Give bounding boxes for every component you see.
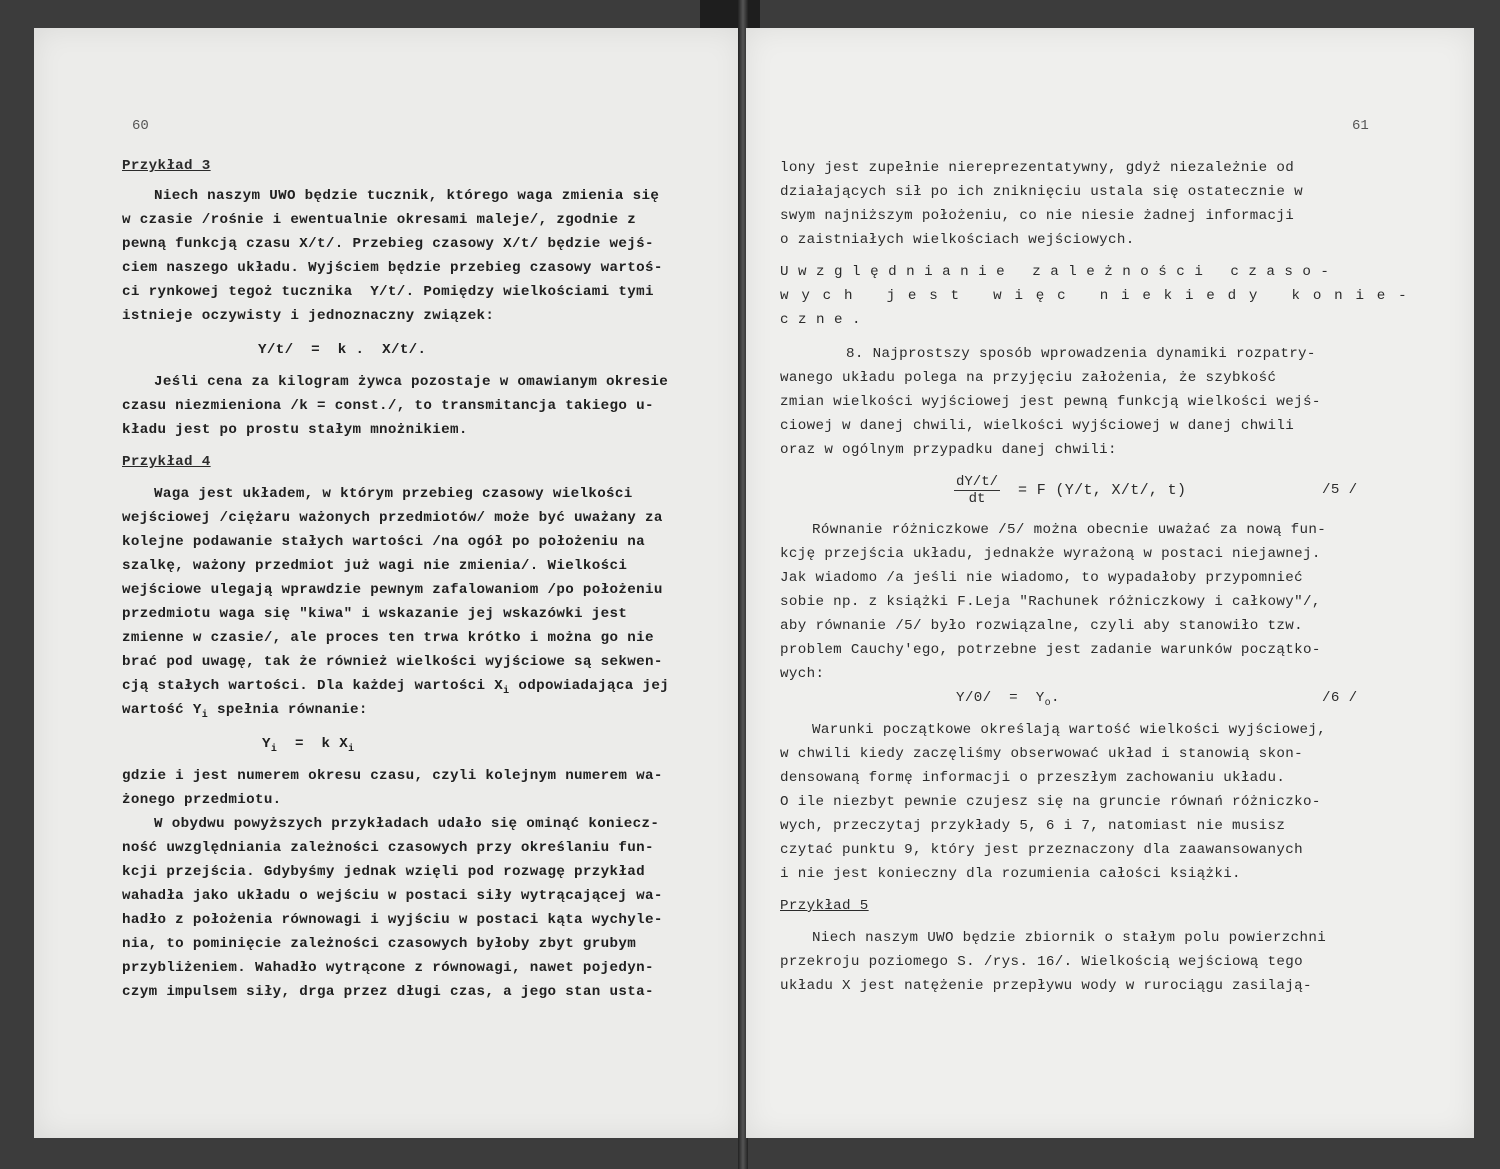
heading-example-4: Przykład 4 (122, 454, 211, 470)
paragraph-line: Niech naszym UWO będzie tucznik, którego waga zmienia się (154, 188, 660, 204)
paragraph-line: nia, to pominięcie zależności czasowych byłoby zbyt grubym (122, 936, 637, 952)
paragraph-line: kolejne podawanie stałych wartości /na ogół po położeniu na (122, 534, 645, 550)
paragraph-line: Równanie różniczkowe /5/ można obecnie uważać za nową fun- (812, 522, 1327, 538)
paragraph-line: czasu niezmieniona /k = const./, to transmitancja takiego u- (122, 398, 654, 414)
left-page (34, 28, 742, 1138)
paragraph-line: lony jest zupełnie niereprezentatywny, gdyż niezależnie od (780, 160, 1295, 176)
paragraph-line: przedmiotu waga się "kiwa" i wskazanie jej wskazówki jest (122, 606, 628, 622)
paragraph-line: Niech naszym UWO będzie zbiornik o stałym polu powierzchni (812, 930, 1327, 946)
paragraph-line: brać pod uwagę, tak że również wielkości wyjściowe są sekwen- (122, 654, 663, 670)
paragraph-line: oraz w ogólnym przypadku danej chwili: (780, 442, 1117, 458)
paragraph-line: wartość $Y_i$ spełnia równanie: (122, 702, 368, 721)
paragraph-line: sobie np. z książki F.Leja "Rachunek różniczkowy i całkowy"/, (780, 594, 1321, 610)
heading-example-3: Przykład 3 (122, 158, 211, 174)
equation-6-label: /6 / (1322, 690, 1358, 706)
paragraph-line: Jak wiadomo /a jeśli nie wiadomo, to wypadałoby przypomnieć (780, 570, 1303, 586)
paragraph-line: wych: (780, 666, 825, 682)
paragraph-line: ci rynkowej tegoż tucznika Y/t/. Pomiędzy wielkościami tymi (122, 284, 654, 300)
paragraph-line: W obydwu powyższych przykładach udało się ominąć koniecz- (154, 816, 660, 832)
paragraph-line: cją stałych wartości. Dla każdej wartości $X_i$ odpowiadająca jej (122, 678, 670, 697)
paragraph-line: O ile niezbyt pewnie czujesz się na gruncie równań różniczko- (780, 794, 1321, 810)
paragraph-line: swym najniższym położeniu, co nie niesie żadnej informacji (780, 208, 1295, 224)
paragraph-line: wejściowej /ciężaru ważonych przedmiotów/ może być uważany za (122, 510, 663, 526)
equation-5-label: /5 / (1322, 482, 1358, 498)
heading-example-5: Przykład 5 (780, 898, 869, 914)
paragraph-line: aby równanie /5/ było rozwiązalne, czyli aby stanowiło tzw. (780, 618, 1303, 634)
paragraph-line: ciowej w danej chwili, wielkości wyjściowej w danej chwili (780, 418, 1295, 434)
right-page (746, 28, 1474, 1138)
equation-5-fraction (954, 474, 1000, 507)
paragraph-line: czym impulsem siły, drga przez długi czas, a jego stan usta- (122, 984, 654, 1000)
fraction-numerator: dY/t/ (956, 474, 999, 490)
paragraph-line: wejściowe ulegają wprawdzie pewnym zafalowaniom /po położeniu (122, 582, 663, 598)
paragraph-line: kcji przejścia. Gdybyśmy jednak wzięli pod rozwagę przykład (122, 864, 645, 880)
paragraph-line: istnieje oczywisty i jednoznaczny związek: (122, 308, 495, 324)
binder-edge (700, 0, 760, 28)
spaced-emphasis-line: czne. (780, 312, 871, 328)
paragraph-line: hadło z położenia równowagi i wyjściu w postaci kąta wychyle- (122, 912, 663, 928)
paragraph-line: szalkę, ważony przedmiot już wagi nie zmienia/. Wielkości (122, 558, 628, 574)
spaced-emphasis-line: Uwzględnianie zależności czaso- (780, 264, 1339, 280)
fraction-denominator: dt (968, 491, 986, 507)
paragraph-line: i nie jest konieczny dla rozumienia całości książki. (780, 866, 1241, 882)
page-number: 60 (132, 118, 149, 134)
paragraph-line: ność uwzględniania zależności czasowych przy określaniu fun- (122, 840, 654, 856)
paragraph-line: 8. Najprostszy sposób wprowadzenia dynamiki rozpatry- (846, 346, 1316, 362)
spaced-emphasis-line: wych jest więc niekiedy konie- (780, 288, 1420, 304)
paragraph-line: przybliżeniem. Wahadło wytrącone z równowagi, nawet pojedyn- (122, 960, 654, 976)
paragraph-line: Warunki początkowe określają wartość wielkości wyjściowej, (812, 722, 1327, 738)
paragraph-line: zmian wielkości wyjściowej jest pewną funkcją wielkości wejś- (780, 394, 1321, 410)
equation-6: $Y/0/ = Y_o$. (956, 690, 1060, 709)
paragraph-line: Waga jest układem, w którym przebieg czasowy wielkości (154, 486, 633, 502)
equation-5-rhs: = F (Y/t, X/t/, t) (1018, 482, 1187, 499)
paragraph-line: ciem naszego układu. Wyjściem będzie przebieg czasowy wartoś- (122, 260, 663, 276)
paragraph-line: żonego przedmiotu. (122, 792, 282, 808)
paragraph-line: Jeśli cena za kilogram żywca pozostaje w omawianym okresie (154, 374, 669, 390)
paragraph-line: w czasie /rośnie i ewentualnie okresami maleje/, zgodnie z (122, 212, 637, 228)
equation-1: Y/t/ = k . X/t/. (258, 342, 427, 358)
paragraph-line: densowaną formę informacji o przeszłym zachowaniu układu. (780, 770, 1286, 786)
paragraph-line: pewną funkcją czasu X/t/. Przebieg czasowy X/t/ będzie wejś- (122, 236, 654, 252)
paragraph-line: kładu jest po prostu stałym mnożnikiem. (122, 422, 468, 438)
paragraph-line: problem Cauchy'ego, potrzebne jest zadanie warunków początko- (780, 642, 1321, 658)
paragraph-line: układu X jest natężenie przepływu wody w rurociągu zasilają- (780, 978, 1312, 994)
equation-2: $Y_i = k$ $X_i$ (262, 736, 355, 755)
paragraph-line: wanego układu polega na przyjęciu założenia, że szybkość (780, 370, 1277, 386)
paragraph-line: gdzie i jest numerem okresu czasu, czyli kolejnym numerem wa- (122, 768, 663, 784)
paragraph-line: o zaistniałych wielkościach wejściowych. (780, 232, 1135, 248)
paragraph-line: przekroju poziomego S. /rys. 16/. Wielkością wejściową tego (780, 954, 1303, 970)
paragraph-line: wych, przeczytaj przykłady 5, 6 i 7, natomiast nie musisz (780, 818, 1286, 834)
paragraph-line: w chwili kiedy zaczęliśmy obserwować układ i stanowią skon- (780, 746, 1303, 762)
paragraph-line: działających sił po ich zniknięciu ustala się ostatecznie w (780, 184, 1303, 200)
paragraph-line: kcję przejścia układu, jednakże wyrażoną w postaci niejawnej. (780, 546, 1321, 562)
paragraph-line: wahadła jako układu o wejściu w postaci siły wytrącającej wa- (122, 888, 663, 904)
paragraph-line: zmienne w czasie/, ale proces ten trwa krótko i można go nie (122, 630, 654, 646)
paragraph-line: czytać punktu 9, który jest przeznaczony dla zaawansowanych (780, 842, 1303, 858)
page-number: 61 (1352, 118, 1369, 134)
